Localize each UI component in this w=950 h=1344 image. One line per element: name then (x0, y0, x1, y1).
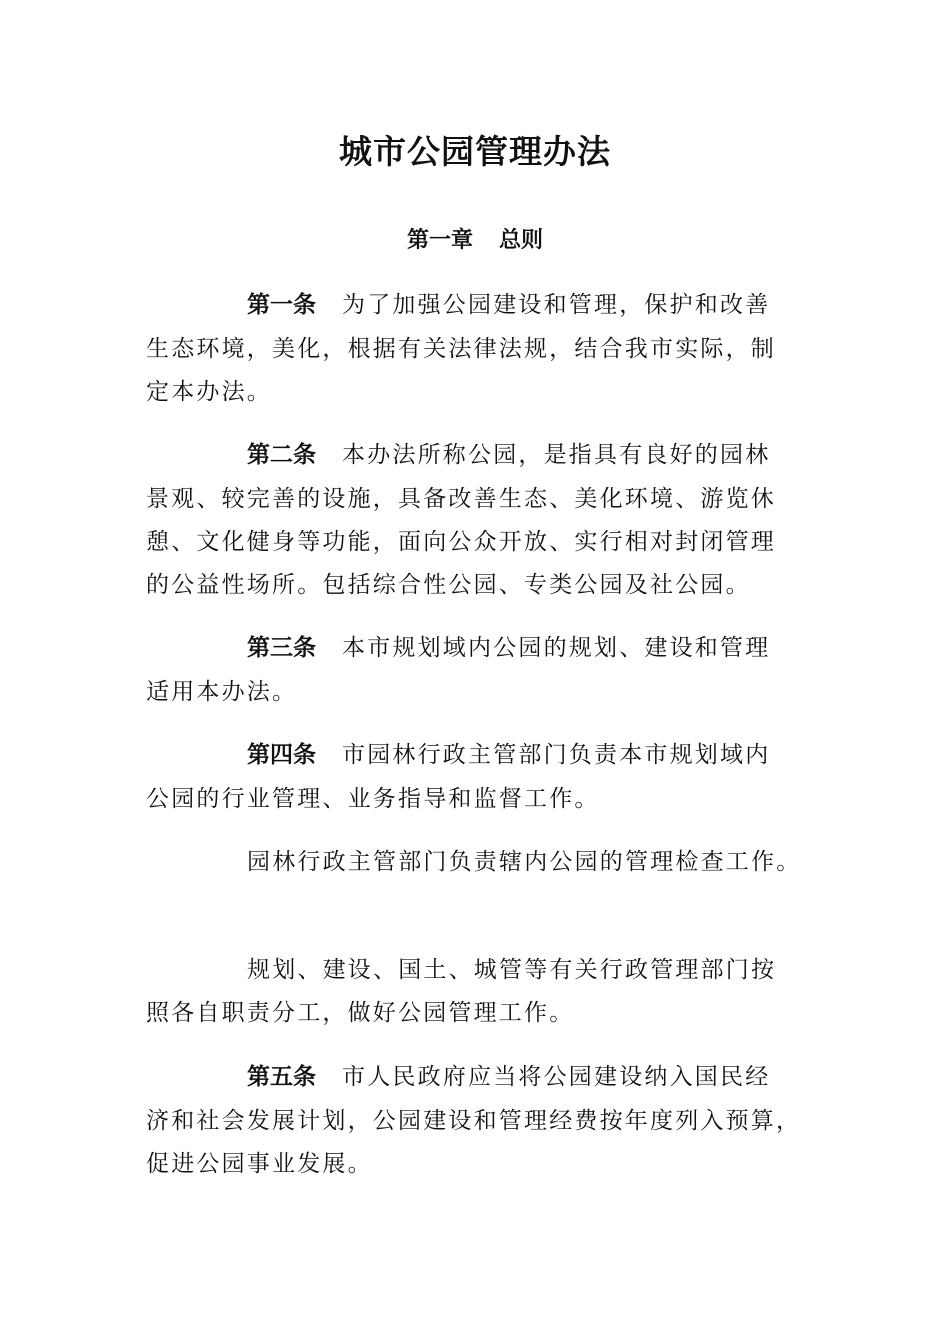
document-title: 城市公园管理办法 (339, 132, 611, 171)
article-5-line-3: 促进公园事业发展。 (146, 1151, 373, 1177)
article-label: 第三条 (247, 635, 316, 661)
article-4-line-2: 公园的行业管理、业务指导和监督工作。 (146, 786, 600, 812)
chapter-number: 第一章 (406, 228, 473, 253)
article-5-line-1 (247, 1062, 770, 1092)
article-2-line-4: 的公益性场所。包括综合性公园、专类公园及社公园。 (146, 572, 751, 598)
article-text: 本市规划域内公园的规划、建设和管理 (342, 635, 771, 661)
article-2-line-3: 憩、文化健身等功能，面向公众开放、实行相对封闭管理 (146, 529, 776, 555)
article-2-line-1 (247, 440, 770, 470)
article-3-line-1 (247, 633, 770, 663)
article-2-line-2: 景观、较完善的设施，具备改善生态、美化环境、游览休 (146, 486, 776, 512)
chapter-heading (0, 226, 950, 256)
article-text: 本办法所称公园，是指具有良好的园林 (342, 442, 771, 468)
article-1-line-1 (247, 290, 770, 320)
article-5-line-2: 济和社会发展计划，公园建设和管理经费按年度列入预算， (146, 1108, 802, 1134)
article-4-paragraph-3-line-1: 规划、建设、国土、城管等有关行政管理部门按 (247, 957, 777, 983)
article-label: 第二条 (247, 442, 316, 468)
article-4-paragraph-2: 园林行政主管部门负责辖内公园的管理检查工作。 (247, 849, 802, 875)
article-text: 市园林行政主管部门负责本市规划域内 (342, 742, 771, 768)
article-label: 第五条 (247, 1064, 316, 1090)
article-1-line-3: 定本办法。 (146, 379, 272, 405)
article-4-paragraph-3-line-2: 照各自职责分工，做好公园管理工作。 (146, 1000, 575, 1026)
chapter-name: 总则 (499, 228, 544, 253)
article-text: 为了加强公园建设和管理，保护和改善 (342, 292, 771, 318)
article-1-line-2: 生态环境，美化，根据有关法律法规，结合我市实际，制 (146, 336, 776, 362)
article-text: 市人民政府应当将公园建设纳入国民经 (342, 1064, 771, 1090)
article-label: 第一条 (247, 292, 316, 318)
article-4-line-1 (247, 740, 770, 770)
article-3-line-2: 适用本办法。 (146, 679, 298, 705)
article-label: 第四条 (247, 742, 316, 768)
